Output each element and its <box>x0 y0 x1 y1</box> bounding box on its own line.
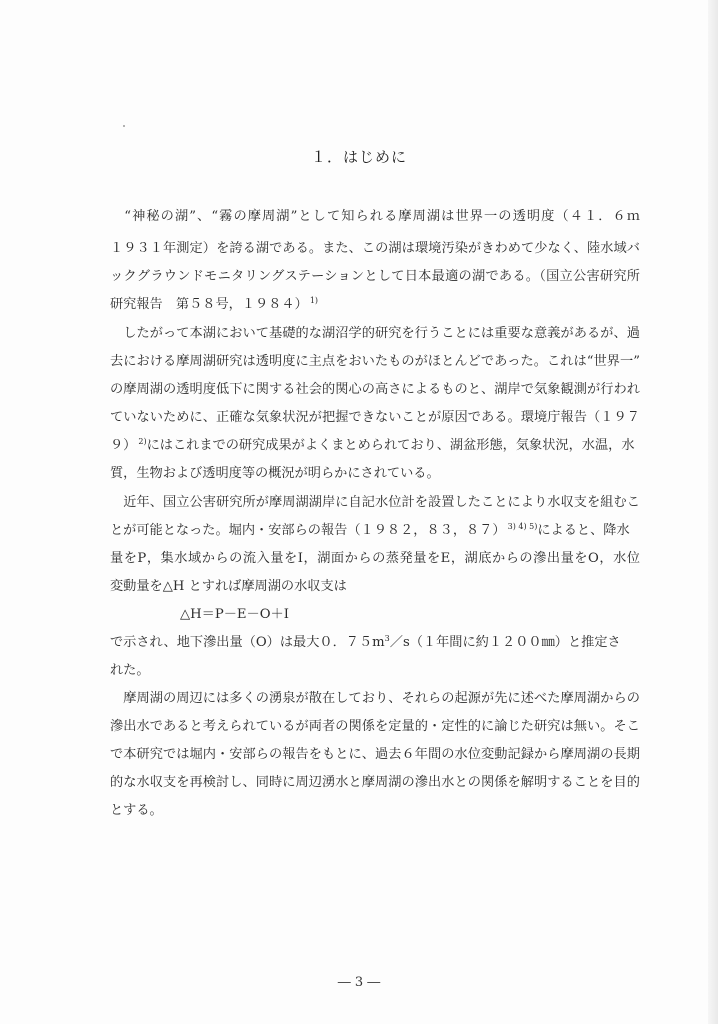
paragraph-2-line-2: 去における摩周湖研究は透明度に主点をおいたものがほとんどであった。これは“世界一” <box>110 354 640 369</box>
paragraph-3-line-7: れた。 <box>110 663 150 678</box>
paragraph-3-line-1: 近年、国立公害研究所が摩周湖湖岸に自記水位計を設置したことにより水収支を組むこ <box>110 495 640 510</box>
paragraph-1-line-4 <box>110 293 318 312</box>
paragraph-3-line-2 <box>110 519 640 538</box>
seepage-text: で示され、地下滲出量（O）は最大０．７５m <box>110 635 385 650</box>
paragraph-3-line-4: 変動量を△H とすれば摩周湖の水収支は <box>110 579 347 594</box>
speck-mark <box>123 125 125 127</box>
paragraph-2-line-5-text: にはこれまでの研究成果がよくまとめられており、湖盆形態，気象状況，水温，水 <box>146 438 635 453</box>
paragraph-2-line-3: の摩周湖の透明度低下に関する社会的関心の高さによるものと、湖岸で気象観測が行われ <box>110 382 640 397</box>
paragraph-4-line-2: 滲出水であると考えられているが両者の関係を定量的・定性的に論じた研究は無い。そこ <box>110 719 640 734</box>
cubic-superscript: 3 <box>384 634 390 643</box>
seepage-text-tail: ／s（１年間に約１２００㎜）と推定さ <box>389 635 621 650</box>
page-number: ― 3 ― <box>337 975 381 990</box>
reference-superscript-1: 1) <box>309 296 319 305</box>
water-balance-equation: △H＝P－E－O＋I <box>180 607 289 622</box>
section-title: １．はじめに <box>310 148 407 166</box>
paragraph-3-line-6 <box>110 631 621 650</box>
paren-nine: ９） <box>110 438 137 453</box>
paragraph-3-line-2-tail: によると、降水 <box>537 523 630 538</box>
paragraph-2-line-5 <box>110 434 640 453</box>
paragraph-1-line-1: “神秘の湖”、“霧の摩周湖”として知られる摩周湖は世界一の透明度（４１．６ｍ <box>110 209 640 224</box>
paragraph-2-line-4: ていないために、正確な気象状況が把握できないことが原因である。環境庁報告（１９７ <box>110 410 640 425</box>
paragraph-4-line-4: 的な水収支を再検討し、同時に周辺湧水と摩周湖の滲出水との関係を解明することを目的 <box>110 775 640 790</box>
paragraph-3-line-3: 量をP，集水域からの流入量をI，湖面からの蒸発量をE，湖底からの滲出量をO，水位 <box>110 551 640 566</box>
paragraph-2-line-1: したがって本湖において基礎的な湖沼学的研究を行うことには重要な意義があるが、過 <box>110 326 640 341</box>
report-citation: 研究報告 第５８号，１９８４） <box>110 297 308 312</box>
reference-superscript-3: 3) 4) 5) <box>507 522 538 531</box>
paragraph-2-line-6: 質，生物および透明度等の概況が明らかにされている。 <box>110 466 440 481</box>
paragraph-1-line-2: １９３１年測定）を誇る湖である。また、この湖は環境汚染がきわめて少なく、陸水域バ <box>110 241 640 256</box>
paragraph-1-line-3: ックグラウンドモニタリングステーションとして日本最適の湖である。（国立公害研究所 <box>110 269 640 284</box>
horiuchi-report-text: とが可能となった。堀内・安部らの報告（１９８２，８３，８７） <box>110 523 506 538</box>
reference-superscript-2: 2) <box>138 437 147 446</box>
paragraph-4-line-5: とする。 <box>110 803 163 818</box>
paragraph-4-line-1: 摩周湖の周辺には多くの湧泉が散在しており、それらの起源が先に述べた摩周湖からの <box>110 691 640 706</box>
paragraph-4-line-3: で本研究では堀内・安部らの報告をもとに、過去６年間の水位変動記録から摩周湖の長期 <box>110 747 640 762</box>
